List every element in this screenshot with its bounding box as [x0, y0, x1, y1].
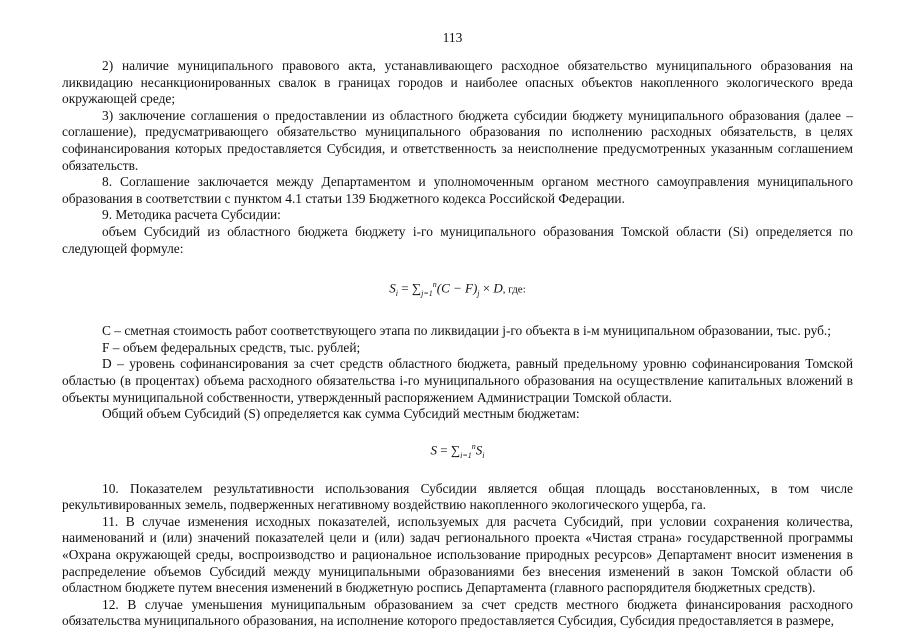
paragraph-total-subsidy: Общий объем Субсидий (S) определяется как сумма Субсидий местным бюджетам:: [102, 406, 580, 422]
paragraph-9: 9. Методика расчета Субсидии:: [102, 207, 281, 223]
definition-c: C – сметная стоимость работ соответствующего этапа по ликвидации j-го объекта в i-м муниципальном образовании, тыс. руб.;: [102, 323, 831, 339]
paragraph-condition-3: 3) заключение соглашения о предоставлении из областного бюджета субсидии бюджету муниципального образования (далее – соглашение), предусматривающего обязательство муниципального образования по исполнению расходных обязательств, в целях софинансирования которых предоставляется Субсидия, и ответственность за неисполнение предусмотренных указанным соглашением обязательств.: [62, 107, 853, 173]
paragraph-11: 11. В случае изменения исходных показателей, используемых для расчета Субсидий, при условии сохранения количества, наименований и (или) значений показателей цели и (или) задач регионального проекта «Чистая страна» государственной программы «Охрана окружающей среды, воспроизводство и рациональное использование природных ресурсов» Департамент вносит изменения в распределение объемов Субсидий между муниципальными образованиями без внесения изменений в закон Томской области об областном бюджете путем внесения изменений в бюджетную роспись Департамента (главного распорядителя бюджетных средств).: [62, 513, 853, 596]
formula-subsidy-per-municipality: $S_i = \sum_{j=1}^n(C - F)_j \times D$, где:: [389, 280, 526, 299]
paragraph-12: 12. В случае уменьшения муниципальным образованием за счет средств местного бюджета финансирования расходного обязательства муниципального образования, на исполнение которого предоставляется Субсидия, Субсидия предоставляется в размере,: [62, 596, 853, 629]
paragraph-10: 10. Показателем результативности использования Субсидии является общая площадь восстановленных, в том числе рекультивированных земель, подверженных негативному воздействию накопленного экологического ущерба, га.: [62, 480, 853, 513]
formula-total-subsidy: $S = \sum_{i=1}^nS_i$: [430, 441, 485, 460]
page-number: 113: [442, 30, 463, 45]
sum-sign: ∑: [411, 280, 422, 296]
sum-sign: ∑: [450, 442, 461, 458]
paragraph-8: 8. Соглашение заключается между Департаментом и уполномоченным органом местного самоуправления муниципального образования в соответствии с пунктом 4.1 статьи 139 Бюджетного кодекса Российской Федерации.: [62, 174, 853, 206]
definition-f: F – объем федеральных средств, тыс. рублей;: [102, 339, 361, 355]
document-body: [62, 58, 853, 630]
paragraph-condition-2: 2) наличие муниципального правового акта, устанавливающего расходное обязательство муниципального образования на ликвидацию несанкционированных свалок в границах городов и наиболее опасных объектов накопленного экологического вреда окружающей среде;: [62, 58, 853, 107]
paragraph-subsidy-volume: объем Субсидий из областного бюджета бюджету i-го муниципального образования Томской области (Si) определяется по следующей формуле:: [62, 223, 853, 256]
definition-d: D – уровень софинансирования за счет средств областного бюджета, равный предельному уровню софинансирования Томской областью (в процентах) объема расходного обязательства i-го муниципального образования на осуществление капитальных вложений в объекты муниципальной собственности, утвержденный распоряжением Администрации Томской области.: [62, 356, 853, 405]
formula-lhs: S: [389, 280, 396, 296]
